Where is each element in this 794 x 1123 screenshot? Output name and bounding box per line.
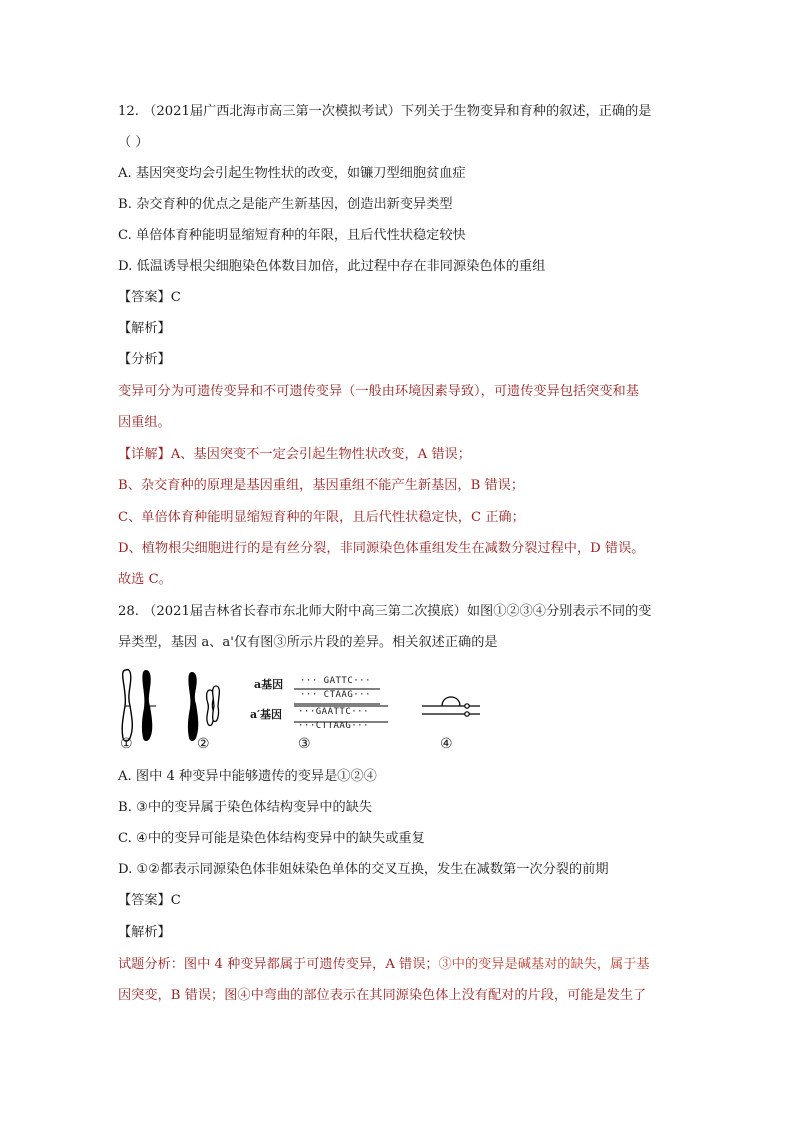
q28-stem-2: 异类型，基因 a、a'仅有图③所示片段的差异。相关叙述正确的是	[118, 635, 498, 650]
q12-conclusion: 故选 C。	[118, 572, 172, 587]
gene-a-label: a基因	[254, 678, 284, 691]
q12-answer: 【答案】C	[118, 290, 181, 305]
q28-option-c: C. ④中的变异可能是染色体结构变异中的缺失或重复	[118, 831, 425, 846]
q12-option-c: C. 单倍体育种能明显缩短育种的年限，且后代性状稳定较快	[118, 228, 466, 243]
q28-analysis-heading: 【解析】	[118, 925, 171, 940]
q28-stem-1: 28. （2021届吉林省长春市东北师大附中高三第二次摸底）如图①②③④分别表示不同的变	[118, 604, 652, 619]
q12-detail-d: D、植物根尖细胞进行的是有丝分裂，非同源染色体重组发生在减数分裂过程中，D 错误。	[118, 541, 645, 556]
figure-1-chromosomes	[122, 670, 156, 741]
q28-option-b: B. ③中的变异属于染色体结构变异中的缺失	[118, 800, 373, 815]
q28-analysis-1b: ③中的变异是碱基对的缺失，属于基	[438, 957, 650, 972]
q28-option-a: A. 图中 4 种变异中能够遗传的变异是①②④	[118, 769, 377, 784]
q28-analysis-line-2: 因突变，B 错误；图④中弯曲的部位表示在其同源染色体上没有配对的片段，可能是发生了	[118, 988, 647, 1003]
q12-detail-a: 【详解】A、基因突变不一定会引起生物性状改变，A 错误；	[118, 447, 471, 462]
figure-2-chromosomes	[188, 672, 219, 741]
q12-fenxi-text-1: 变异可分为可遗传变异和不可遗传变异（一般由环境因素导致），可遗传变异包括突变和基	[118, 384, 639, 399]
q12-option-b: B. 杂交育种的优点之是能产生新基因，创造出新变异类型	[118, 197, 453, 212]
chromosome-figure	[112, 662, 492, 758]
q28-analysis-line-1	[118, 955, 650, 975]
figure-label-2: ②	[197, 736, 210, 752]
q12-option-a: A. 基因突变均会引起生物性状的改变，如镰刀型细胞贫血症	[118, 166, 466, 181]
gene-a-prime-label: a′基因	[250, 708, 283, 721]
figure-label-3: ③	[298, 736, 311, 752]
seq-a-prime-top: ···GAATTC···	[298, 707, 370, 717]
figure-4-chromosome-loop	[422, 697, 480, 716]
seq-a-bottom: ··· CTAAG···	[300, 690, 372, 700]
q12-detail-b: B、杂交育种的原理是基因重组，基因重组不能产生新基因，B 错误；	[118, 478, 525, 493]
q12-analysis-heading: 【解析】	[118, 321, 171, 336]
figure-label-1: ①	[120, 736, 133, 752]
q28-option-d: D. ①②都表示同源染色体非姐妹染色单体的交叉互换，发生在减数第一次分裂的前期	[118, 862, 609, 877]
q12-detail-c: C、单倍体育种能明显缩短育种的年限，且后代性状稳定快，C 正确；	[118, 510, 525, 525]
figure-label-4: ④	[440, 736, 453, 752]
q12-stem: 12. （2021届广西北海市高三第一次模拟考试）下列关于生物变异和育种的叙述，正确的是	[118, 104, 652, 119]
q12-blank: （ ）	[118, 135, 149, 150]
q12-option-d: D. 低温诱导根尖细胞染色体数目加倍，此过程中存在非同源染色体的重组	[118, 259, 546, 274]
seq-a-top: ··· GATTC···	[300, 676, 372, 686]
q28-analysis-1a: 试题分析：图中 4 种变异都属于可遗传变异，A 错误；	[118, 957, 439, 972]
q12-fenxi-heading: 【分析】	[118, 352, 171, 367]
q28-answer: 【答案】C	[118, 893, 181, 908]
q12-fenxi-text-2: 因重组。	[118, 415, 171, 430]
seq-a-prime-bottom: ···CTTAAG···	[298, 721, 370, 731]
